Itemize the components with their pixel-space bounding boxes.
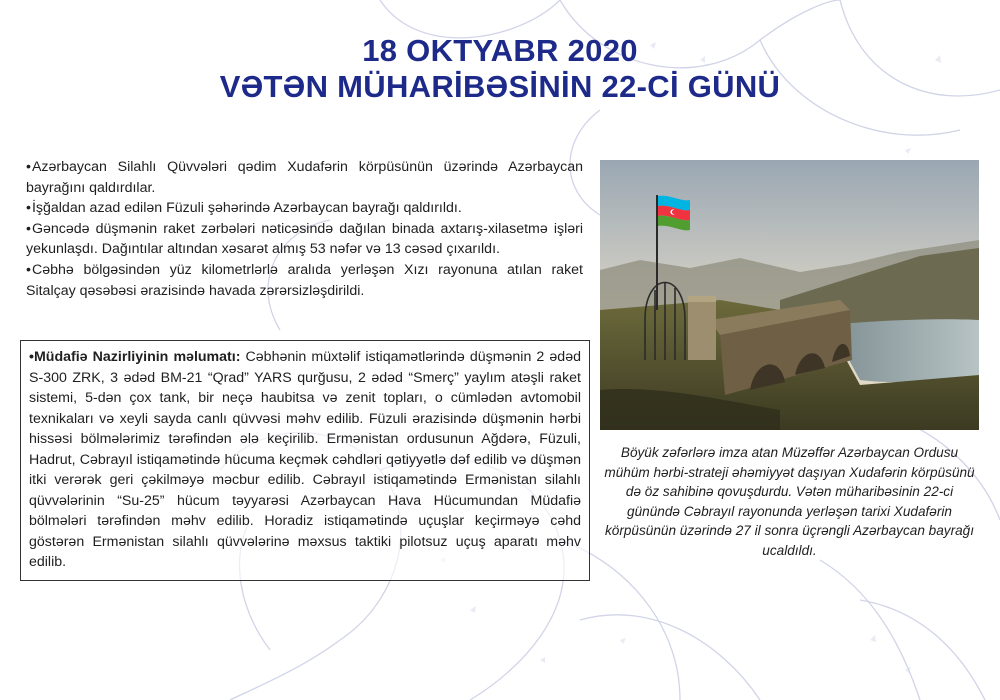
bullet-item (26, 260, 583, 301)
bullet-text: Gəncədə düşmənin raket zərbələri nəticəsində dağılan binada axtarış-xilasetmə işləri yekunlaşdı. Dağıntılar altından xəsarət almış 53 nəfər və 13 cəsəd çıxarıldı. (26, 220, 583, 258)
azerbaijan-flag-icon (658, 196, 690, 231)
bullet-item (26, 219, 583, 260)
bullet-item (26, 198, 583, 219)
ministry-label: •Müdafiə Nazirliyinin məlumatı: (29, 349, 241, 365)
title-heading: VƏTƏN MÜHARİBƏSİNİN 22-Cİ GÜNÜ (219, 69, 781, 104)
bullet-text: Cəbhə bölgəsindən yüz kilometrlərlə aralıda yerləşən Xızı rayonuna atılan raket Sitalçay qəsəbəsi ərazisində havada zərərsizləşdirildi. (26, 261, 583, 299)
bullet-marker: • (26, 220, 31, 237)
ministry-paragraph (29, 347, 581, 573)
photo-caption: Böyük zəfərlərə imza atan Müzəffər Azərbaycan Ordusu mühüm hərbi-strateji əhəmiyyət daşıyan Xudafərin körpüsünü də öz sahibinə qovuşdurdu. Vətən müharibəsinin 22-ci günündə Cəbrayıl rayonunda yerləşən tarixi Xudafərin körpüsünün üzərində 27 il sonra üçrəngli Azərbaycan bayrağı ucaldıldı. (604, 445, 975, 558)
khudafarin-bridge-photo (600, 160, 979, 430)
bullet-marker: • (26, 159, 31, 175)
bullet-marker: • (26, 261, 31, 278)
bullet-text: İşğaldan azad edilən Füzuli şəhərində Azərbaycan bayrağı qaldırıldı. (31, 200, 462, 217)
ministry-info-box (20, 340, 590, 581)
bullet-text: Azərbaycan Silahlı Qüvvələri qədim Xudafərin körpüsünün üzərində Azərbaycan bayrağını qaldırdılar. (26, 159, 583, 196)
news-bullet-list (26, 157, 583, 301)
page-title (100, 33, 900, 105)
bridge-photo-illustration (600, 160, 979, 430)
title-date: 18 OKTYABR 2020 (362, 33, 638, 68)
bullet-marker: • (26, 200, 31, 217)
ministry-body: Cəbhənin müxtəlif istiqamətlərində düşmənin 2 ədəd S-300 ZRK, 3 ədəd BM-21 “Qrad” YARS qurğusu, 2 ədəd “Smerç” yaylım atəşli raket sistemi, 5-dən çox tank, bir neçə haubitsa və zenit topları, o cümlədən avtomobil texnikaları və xeyli sayda canlı qüvvəsi məhv edilib. Füzuli ərazisində düşmənin hərbi hissəsi bölmələrimiz tərəfindən ələ keçirilib. Ermənistan ordusunun Ağdərə, Füzuli, Hadrut, Cəbrayıl istiqamətində hücuma keçmək cəhdləri qətiyyətlə dəf edilib və düşmən itki verərək geri çəkilməyə məcbur edilib. Cəbrayıl istiqamətində Ermənistan silahlı qüvvələrinin “Su-25” hücum təyyarəsi Azərbaycan Hava Hücumundan Müdafiə bölmələri tərəfindən məhv edilib. Horadiz istiqamətində uçuşlar keçirməyə cəhd göstərən Ermənistan silahlı qüvvələrinə məxsus taktiki pilotsuz uçuş aparatı məhv edilib. (29, 349, 581, 570)
bullet-item (26, 157, 583, 198)
